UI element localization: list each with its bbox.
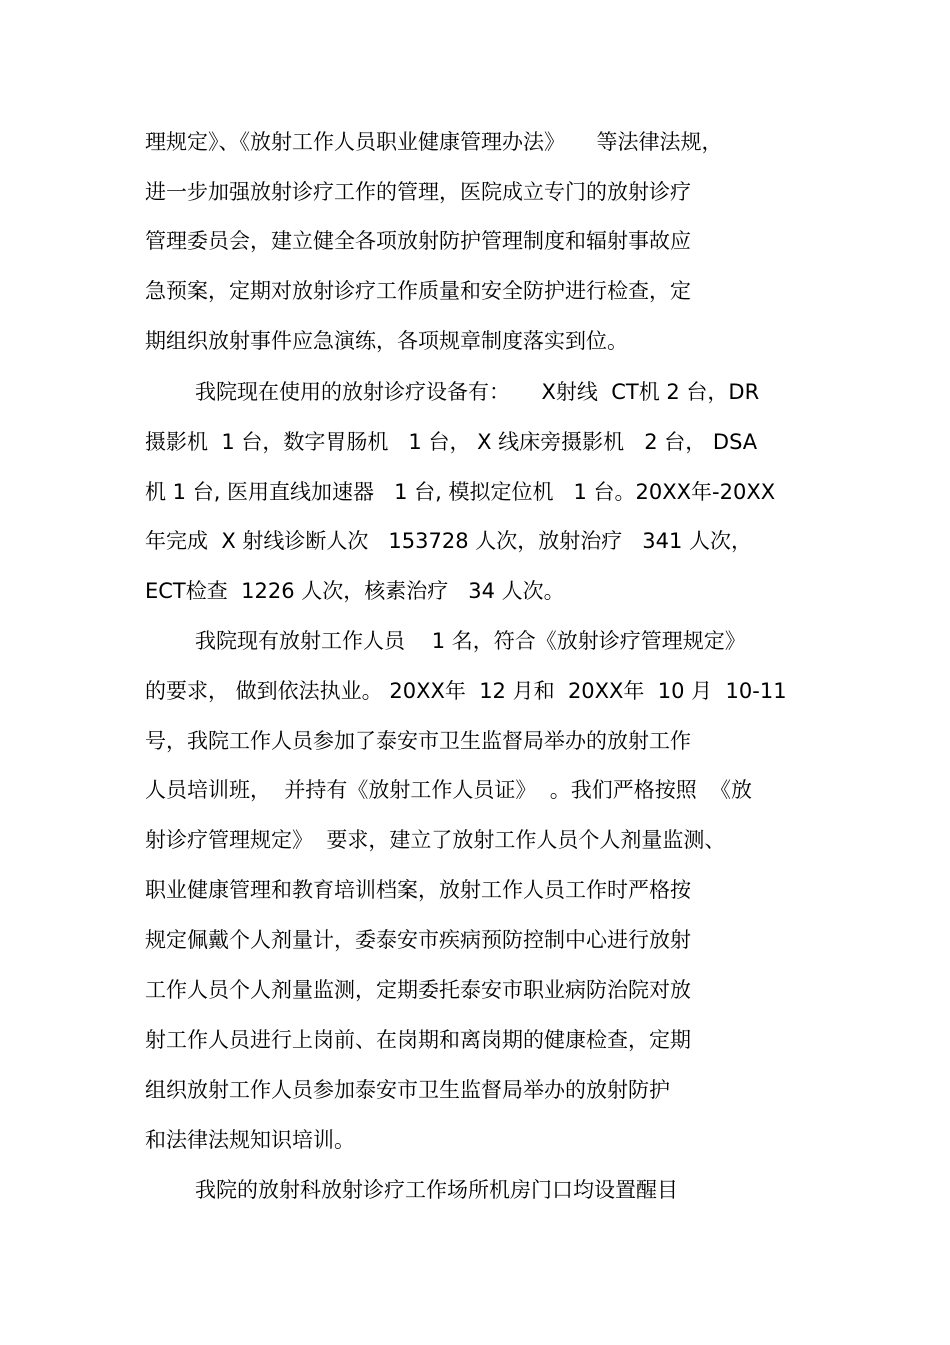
text-line-13: 号，我院工作人员参加了泰安市卫生监督局举办的放射工作 [145, 729, 691, 753]
text-line-21: 和法律法规知识培训。 [145, 1128, 355, 1152]
text-line-4: 急预案，定期对放射诊疗工作质量和安全防护进行检查，定 [145, 279, 691, 303]
text-line-9: 年完成 X 射线诊断人次 153728 人次，放射治疗 341 人次， [145, 529, 753, 553]
text-line-20: 组织放射工作人员参加泰安市卫生监督局举办的放射防护 [145, 1078, 670, 1102]
text-line-8: 机 1 台, 医用直线加速器 1 台, 模拟定位机 1 台。20XX年-20XX [145, 480, 776, 504]
text-line-5: 期组织放射事件应急演练，各项规章制度落实到位。 [145, 329, 628, 353]
text-line-11: 我院现有放射工作人员 1 名，符合《放射诊疗管理规定》 [195, 629, 746, 653]
text-line-15: 射诊疗管理规定》 要求，建立了放射工作人员个人剂量监测、 [145, 828, 726, 852]
text-line-19: 射工作人员进行上岗前、在岗期和离岗期的健康检查，定期 [145, 1028, 691, 1052]
text-line-7: 摄影机 1 台，数字胃肠机 1 台， X 线床旁摄影机 2 台， DSA [145, 430, 758, 454]
text-line-12: 的要求， 做到依法执业。 20XX年 12 月和 20XX年 10 月 10-11 [145, 679, 787, 703]
text-line-6: 我院现在使用的放射诊疗设备有： X射线 CT机 2 台，DR [195, 380, 760, 404]
text-line-18: 工作人员个人剂量监测，定期委托泰安市职业病防治院对放 [145, 978, 691, 1002]
text-line-2: 进一步加强放射诊疗工作的管理，医院成立专门的放射诊疗 [145, 180, 691, 204]
text-line-22: 我院的放射科放射诊疗工作场所机房门口均设置醒目 [195, 1178, 678, 1202]
text-line-1: 理规定》、《放射工作人员职业健康管理办法》 等法律法规， [145, 130, 723, 154]
text-line-3: 管理委员会，建立健全各项放射防护管理制度和辐射事故应 [145, 229, 691, 253]
text-line-16: 职业健康管理和教育培训档案，放射工作人员工作时严格按 [145, 878, 691, 902]
text-line-10: ECT检查 1226 人次，核素治疗 34 人次。 [145, 579, 565, 603]
text-line-14: 人员培训班， 并持有《放射工作人员证》 。我们严格按照 《放 [145, 778, 753, 802]
text-line-17: 规定佩戴个人剂量计，委泰安市疾病预防控制中心进行放射 [145, 928, 691, 952]
